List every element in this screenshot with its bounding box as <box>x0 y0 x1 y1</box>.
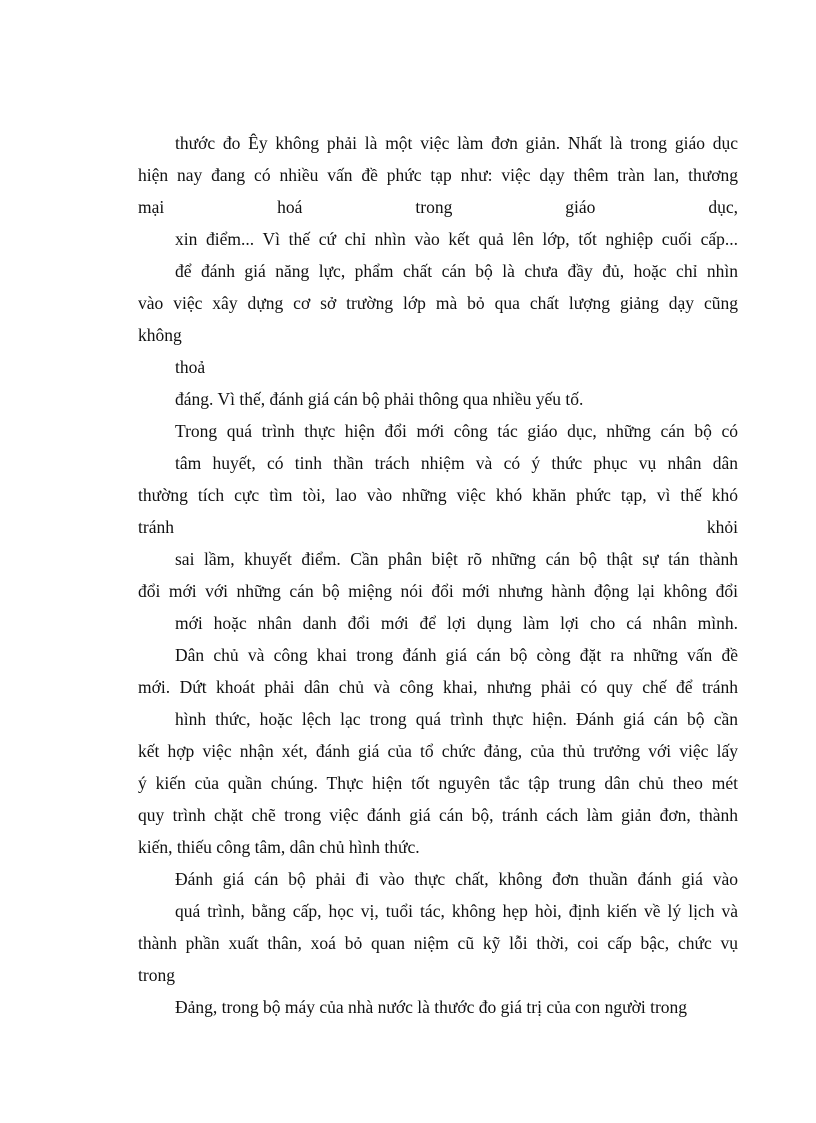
text-line: Đảng, trong bộ máy của nhà nước là thước đo giá trị của con người trong <box>175 997 688 1017</box>
text-line: sai lầm, khuyết điểm. Cần phân biệt rõ những cán bộ thật sự tán thành <box>175 549 738 569</box>
text-line: thành phần xuất thân, xoá bỏ quan niệm cũ kỹ lỗi thời, coi cấp bậc, chức vụ <box>138 933 738 953</box>
text-line: tâm huyết, có tinh thần trách nhiệm và có ý thức phục vụ nhân dân <box>175 453 738 473</box>
text-line: thước đo Êy không phải là một việc làm đơn giản. Nhất là trong giáo dục <box>175 133 738 153</box>
text-line: vào việc xây dựng cơ sở trường lớp mà bỏ qua chất lượng giảng dạy cũng <box>138 293 738 313</box>
text-line: mại hoá trong giáo dục, <box>138 197 738 217</box>
text-line: kiến, thiếu công tâm, dân chủ hình thức. <box>138 837 420 857</box>
text-line: đáng. Vì thế, đánh giá cán bộ phải thông qua nhiều yếu tố. <box>175 389 584 409</box>
text-line: mới. Dứt khoát phải dân chủ và công khai, nhưng phải có quy chế để tránh <box>138 677 738 697</box>
text-line: thoả <box>175 357 206 377</box>
text-line: Dân chủ và công khai trong đánh giá cán bộ còng đặt ra những vấn đề <box>175 645 738 665</box>
text-line: Trong quá trình thực hiện đổi mới công tác giáo dục, những cán bộ có <box>175 421 738 441</box>
text-line: xin điểm... Vì thế cứ chỉ nhìn vào kết quả lên lớp, tốt nghiệp cuối cấp... <box>175 229 738 249</box>
text-line: hình thức, hoặc lệch lạc trong quá trình thực hiện. Đánh giá cán bộ cần <box>175 709 738 729</box>
text-line: Đánh giá cán bộ phải đi vào thực chất, không đơn thuần đánh giá vào <box>175 869 738 889</box>
text-line: thường tích cực tìm tòi, lao vào những việc khó khăn phức tạp, vì thế khó <box>138 485 738 505</box>
text-line: kết hợp việc nhận xét, đánh giá của tổ chức đảng, của thủ trưởng với việc lấy <box>138 741 738 761</box>
text-line: để đánh giá năng lực, phẩm chất cán bộ là chưa đầy đủ, hoặc chỉ nhìn <box>175 261 738 281</box>
text-line: tránh khỏi <box>138 517 738 537</box>
text-line: quá trình, bằng cấp, học vị, tuổi tác, không hẹp hòi, định kiến về lý lịch và <box>175 901 738 921</box>
text-line: ý kiến của quần chúng. Thực hiện tốt nguyên tắc tập trung dân chủ theo mét <box>138 773 738 793</box>
text-line: quy trình chặt chẽ trong việc đánh giá cán bộ, tránh cách làm giản đơn, thành <box>138 805 738 825</box>
text-line: đổi mới với những cán bộ miệng nói đổi mới nhưng hành động lại không đổi <box>138 581 738 601</box>
text-line: không <box>138 325 182 345</box>
text-line: trong <box>138 965 175 985</box>
text-line: mới hoặc nhân danh đổi mới để lợi dụng làm lợi cho cá nhân mình. <box>175 613 738 633</box>
text-line: hiện nay đang có nhiều vấn đề phức tạp như: việc dạy thêm tràn lan, thương <box>138 165 738 185</box>
